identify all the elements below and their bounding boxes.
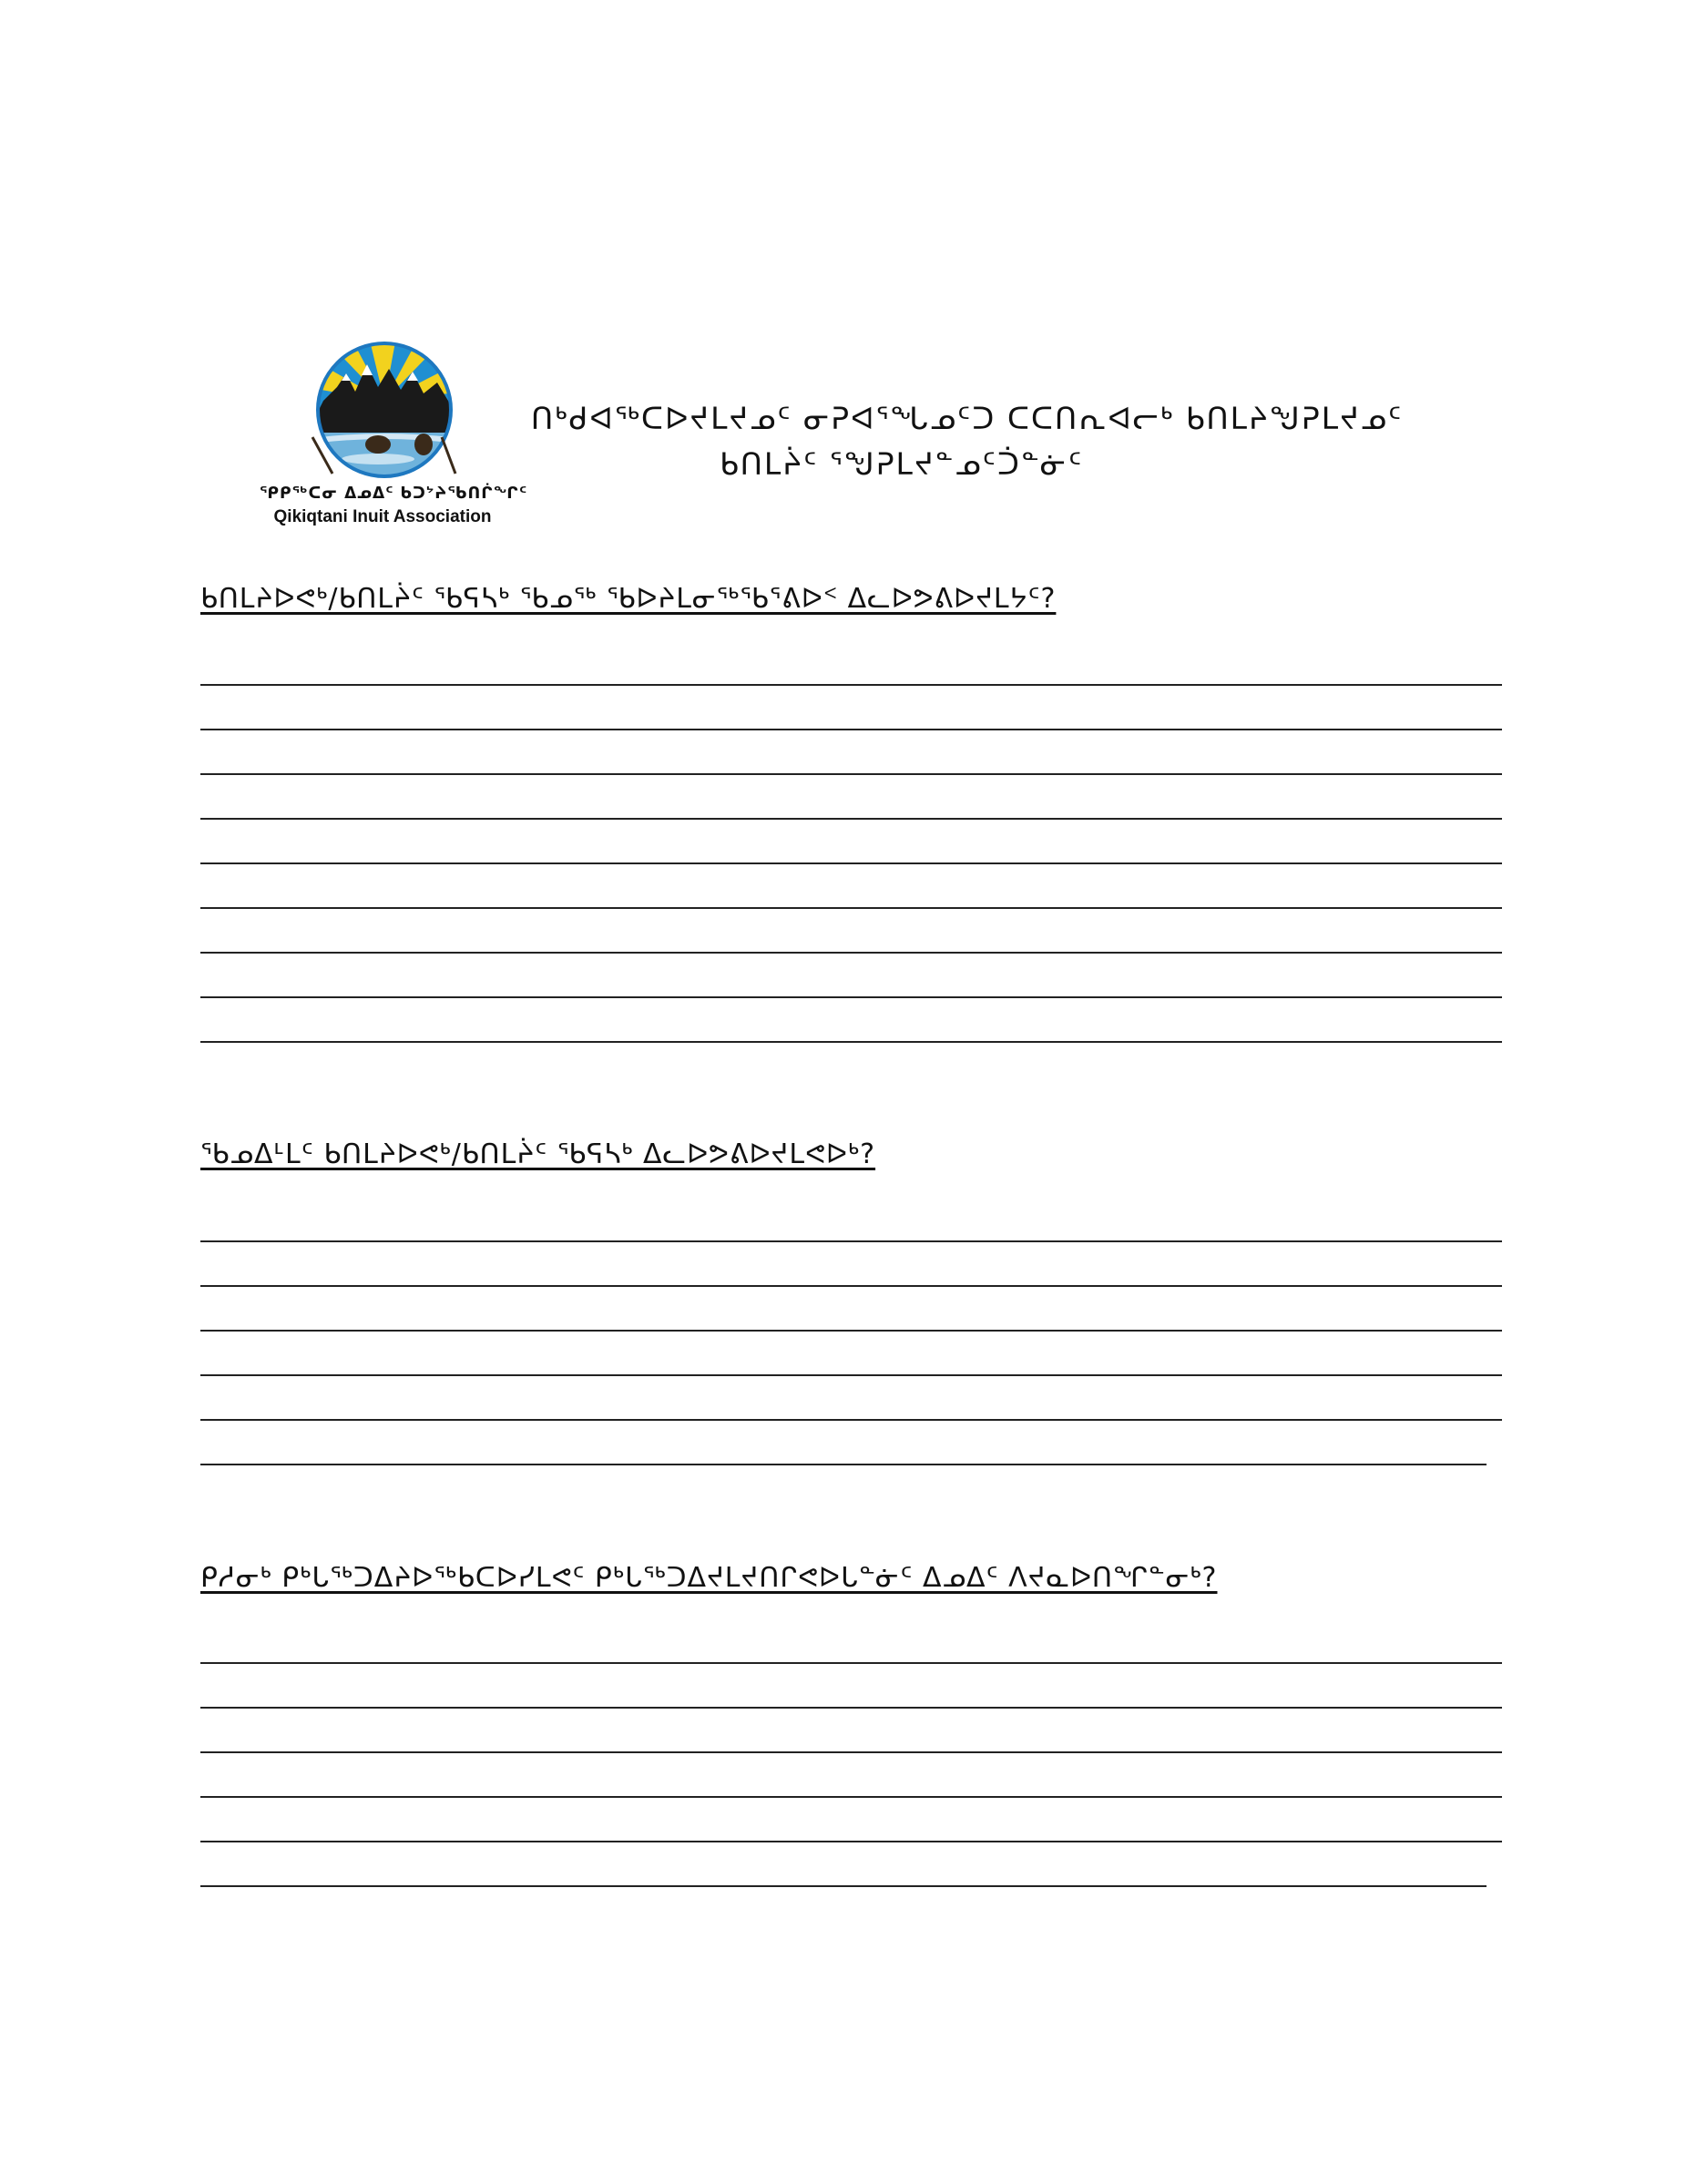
answer-line[interactable]: [200, 818, 1502, 820]
logo-syllabics: ᕿᑭᖅᑕᓂ ᐃᓄᐃᑦ ᑲᑐᔾᔨᖃᑎᒌᖏᑦ: [260, 485, 528, 503]
answer-line[interactable]: [200, 907, 1502, 909]
form-title-line-2: ᑲᑎᒪᔩᑦ ᕐᖑᕈᒪᔪᓐᓄᑦᑑᓐᓃᑦ: [720, 446, 1084, 482]
answer-line[interactable]: [200, 773, 1502, 775]
answer-line[interactable]: [200, 1796, 1502, 1798]
answer-line[interactable]: [200, 1041, 1502, 1043]
qia-logo: [260, 337, 528, 537]
answer-line[interactable]: [200, 729, 1502, 730]
logo-name: Qikiqtani Inuit Association: [273, 507, 492, 526]
question-2: ᖃᓄᐃᒻᒪᑦ ᑲᑎᒪᔨᐅᕙᒃ/ᑲᑎᒪᔩᑦ ᖃᕋᓴᒃ ᐃᓚᐅᕗᕕᐅᔪᒪᕙᐅᒃ?: [200, 1138, 876, 1170]
form-title-line-1: ᑎᒃᑯᐊᖅᑕᐅᔪᒪᔪᓄᑦ ᓂᕈᐊᕐᖓᓄᑦᑐ ᑕᑕᑎᕆᐊᓕᒃ ᑲᑎᒪᔨᖑᕈᒪᔪᓄᑦ: [531, 401, 1404, 436]
answer-line[interactable]: [200, 1751, 1502, 1753]
question-1: ᑲᑎᒪᔨᐅᕙᒃ/ᑲᑎᒪᔩᑦ ᖃᕋᓴᒃ ᖃᓄᖅ ᖃᐅᔨᒪᓂᖅᖃᕐᕕᐅᑉ ᐃᓚᐅᕗᕕᐅᔪᒪᔭᑦ?: [200, 583, 1057, 615]
answer-line[interactable]: [200, 1419, 1502, 1421]
answer-line[interactable]: [200, 1885, 1487, 1887]
answer-line[interactable]: [200, 1330, 1502, 1332]
answer-line[interactable]: [200, 1841, 1502, 1842]
answer-line[interactable]: [200, 996, 1502, 998]
answer-line[interactable]: [200, 1707, 1502, 1709]
answer-line[interactable]: [200, 1374, 1502, 1376]
answer-line[interactable]: [200, 1662, 1502, 1664]
answer-line[interactable]: [200, 862, 1502, 864]
qia-emblem-icon: [305, 337, 465, 483]
answer-line[interactable]: [200, 1285, 1502, 1287]
answer-line[interactable]: [200, 952, 1502, 954]
question-3: ᑭᓱᓂᒃ ᑭᒃᒐᖅᑐᐃᔨᐅᖅᑲᑕᐅᓯᒪᕙᑦ ᑭᒃᒐᖅᑐᐃᔪᒪᔪᑎᒋᕙᐅᒐᓐᓃᑦ ᐃᓄᐃᑦ ᐱᔪᓇᐅᑎᖏᓐᓂᒃ?: [200, 1562, 1218, 1594]
answer-line[interactable]: [200, 684, 1502, 686]
answer-line[interactable]: [200, 1240, 1502, 1242]
answer-line[interactable]: [200, 1464, 1487, 1465]
